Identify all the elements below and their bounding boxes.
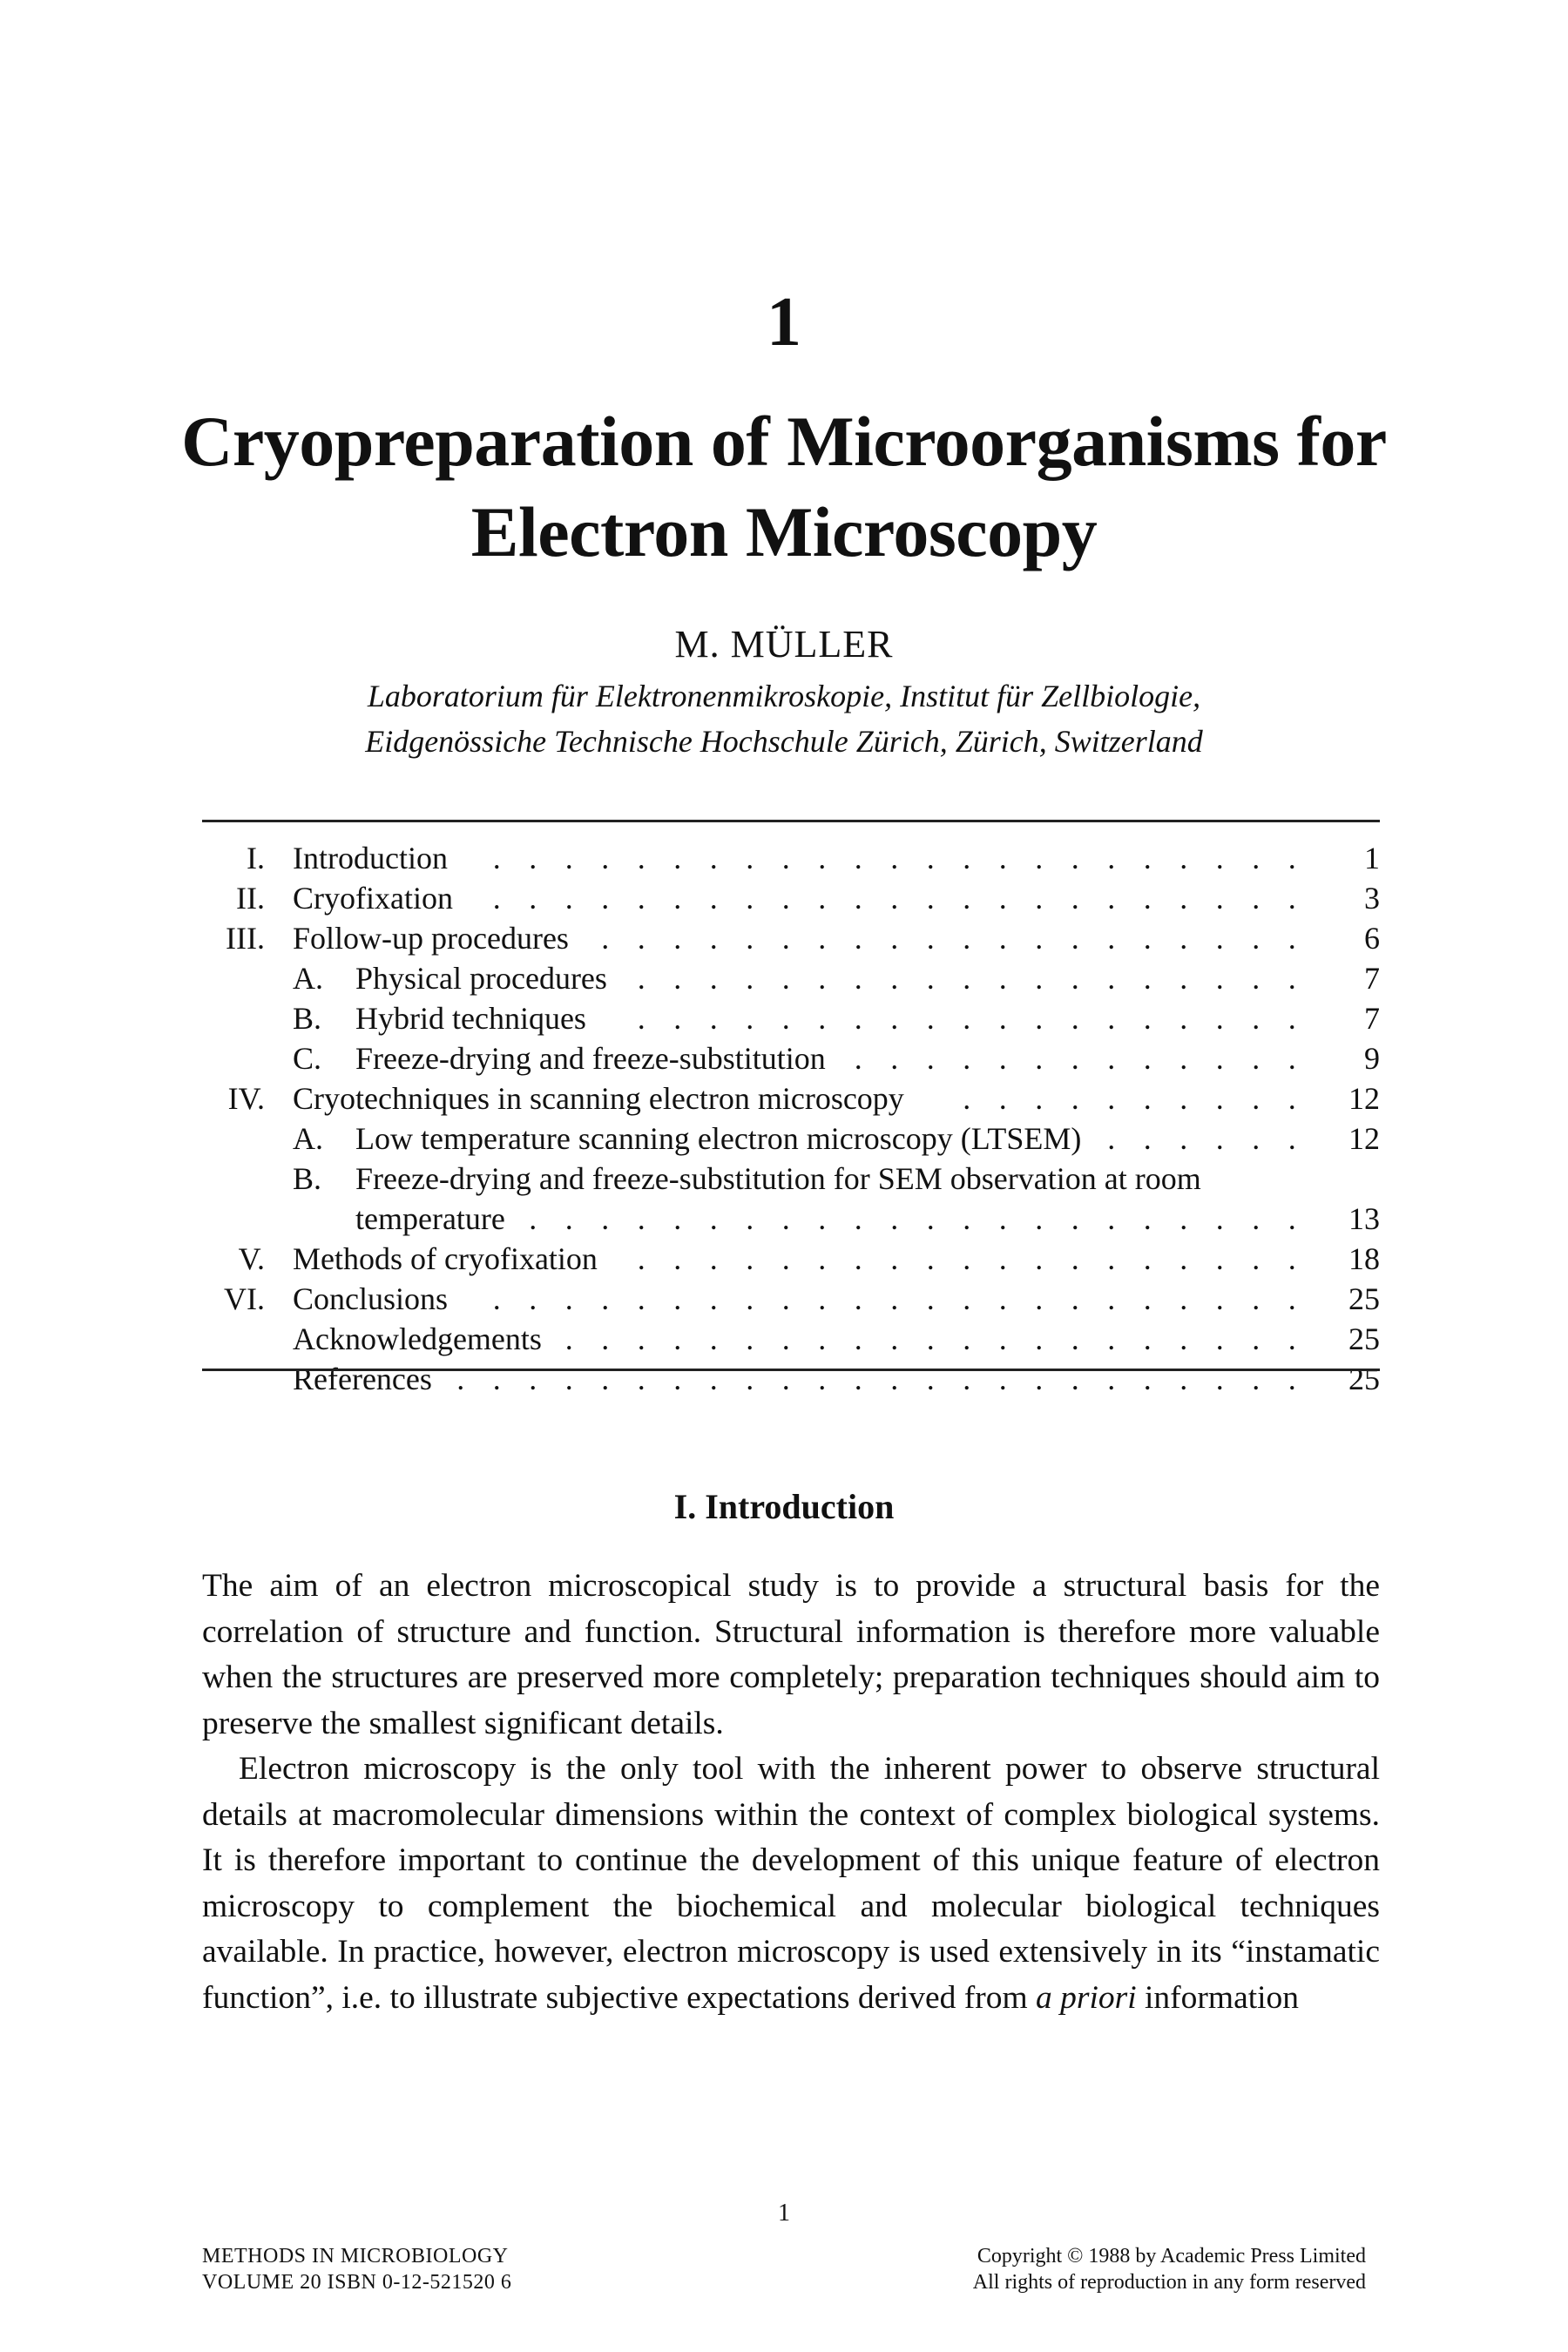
toc-leader: . . . . . . . . . . . . . . . . . . . . . . . bbox=[492, 881, 1296, 916]
toc-leader: . . . . . . . . . . . . . . . . . . . . . . . bbox=[492, 1281, 1296, 1316]
toc-entry[interactable] bbox=[202, 1319, 1380, 1359]
toc-top-rule bbox=[202, 820, 1380, 822]
author-name: M. MÜLLER bbox=[674, 623, 894, 666]
toc-entry[interactable] bbox=[202, 838, 1380, 878]
toc-leader: . . . . . . . . . . bbox=[963, 1081, 1296, 1116]
toc-leader: . . . . . . . . . . . . . . . . . . . . . . bbox=[529, 1201, 1296, 1236]
series-info bbox=[202, 2243, 511, 2295]
toc-number: VI. bbox=[224, 1281, 265, 1316]
toc-entry[interactable] bbox=[202, 1159, 1380, 1199]
toc-page: 12 bbox=[1348, 1081, 1380, 1116]
toc-title: Introduction bbox=[293, 841, 448, 875]
author-affiliation bbox=[174, 673, 1394, 764]
table-of-contents bbox=[202, 838, 1380, 1399]
toc-entry[interactable] bbox=[202, 1199, 1380, 1239]
toc-number: III. bbox=[226, 921, 265, 956]
toc-entry[interactable] bbox=[202, 918, 1380, 958]
toc-leader: . . . . . . . . . . . . . . . . . . . . bbox=[601, 921, 1296, 956]
toc-leader: . . . . . . . . . . . . . bbox=[854, 1041, 1296, 1076]
toc-page: 6 bbox=[1364, 921, 1380, 956]
toc-page: 12 bbox=[1348, 1121, 1380, 1156]
toc-title: Hybrid techniques bbox=[355, 1001, 586, 1036]
toc-sub-letter: B. bbox=[293, 1001, 322, 1036]
toc-sub-letter: B. bbox=[293, 1161, 322, 1196]
toc-leader: . . . . . . bbox=[1107, 1121, 1296, 1156]
paragraph-1: The aim of an electron microscopical study is to provide a structural basis for the correlation of structure and function. Structural information is therefore more valuable when the structures are preserved more completely; preparation techniques should aim to preserve the smallest significant details. bbox=[202, 1568, 1380, 1741]
toc-entry[interactable] bbox=[202, 1078, 1380, 1119]
paragraph-2-italic: a priori bbox=[1035, 1979, 1137, 2016]
toc-leader: . . . . . . . . . . . . . . . . . . . . . . . . bbox=[456, 1362, 1296, 1396]
toc-page: 7 bbox=[1364, 961, 1380, 996]
toc-leader: . . . . . . . . . . . . . . . . . . . bbox=[637, 1241, 1296, 1276]
chapter-title bbox=[174, 396, 1394, 578]
chapter-title-line-2: Electron Microscopy bbox=[470, 492, 1098, 571]
toc-page: 25 bbox=[1348, 1321, 1380, 1356]
paragraph-2-text: Electron microscopy is the only tool with the inherent power to observe structural details at macromolecular dimensions within the context of complex biological systems. It is therefore important to continue the development of this unique feature of electron microscopy to complement the biochemical and molecular biological techniques available. In practice, however, electron microscopy is used extensively in its “instamatic function”, i.e. to illustrate subjective expectations derived from bbox=[202, 1751, 1380, 2016]
toc-bottom-rule bbox=[202, 1369, 1380, 1371]
toc-title: References bbox=[293, 1362, 432, 1396]
toc-page: 25 bbox=[1348, 1281, 1380, 1316]
toc-page: 9 bbox=[1364, 1041, 1380, 1076]
toc-number: V. bbox=[238, 1241, 265, 1276]
copyright-line: Copyright © 1988 by Academic Press Limited bbox=[977, 2245, 1366, 2268]
toc-entry[interactable] bbox=[202, 878, 1380, 918]
affiliation-line-1: Laboratorium für Elektronenmikroskopie, Institut für Zellbiologie, bbox=[367, 679, 1201, 713]
toc-entry[interactable] bbox=[202, 998, 1380, 1038]
toc-title: Freeze-drying and freeze-substitution bbox=[355, 1041, 826, 1076]
toc-page: 3 bbox=[1364, 881, 1380, 916]
paragraph-2 bbox=[202, 1747, 1380, 2021]
paragraph-2-tail: information bbox=[1136, 1979, 1300, 2016]
chapter-title-line-1: Cryopreparation of Microorganisms for bbox=[181, 402, 1387, 481]
toc-title: temperature bbox=[355, 1201, 505, 1236]
toc-leader: . . . . . . . . . . . . . . . . . . . . . bbox=[564, 1321, 1296, 1356]
toc-sub-letter: C. bbox=[293, 1041, 322, 1076]
toc-leader: . . . . . . . . . . . . . . . . . . . . . . . bbox=[492, 841, 1296, 875]
toc-sub-letter: A. bbox=[293, 1121, 323, 1156]
chapter-number: 1 bbox=[767, 284, 801, 361]
toc-entry[interactable] bbox=[202, 958, 1380, 998]
toc-entry[interactable] bbox=[202, 1279, 1380, 1319]
toc-page: 18 bbox=[1348, 1241, 1380, 1276]
toc-leader: . . . . . . . . . . . . . . . . . . . bbox=[637, 961, 1296, 996]
series-name: METHODS IN MICROBIOLOGY bbox=[202, 2245, 509, 2268]
toc-number: I. bbox=[247, 841, 265, 875]
toc-title: Physical procedures bbox=[355, 961, 607, 996]
toc-title: Cryofixation bbox=[293, 881, 453, 916]
toc-entry[interactable] bbox=[202, 1239, 1380, 1279]
body-text bbox=[202, 1564, 1380, 2021]
affiliation-line-2: Eidgenössiche Technische Hochschule Zürich, Zürich, Switzerland bbox=[365, 724, 1203, 759]
toc-entry[interactable] bbox=[202, 1119, 1380, 1159]
rights-line: All rights of reproduction in any form reserved bbox=[972, 2271, 1366, 2294]
page-number: 1 bbox=[778, 2200, 790, 2227]
toc-page: 13 bbox=[1348, 1201, 1380, 1236]
toc-page: 7 bbox=[1364, 1001, 1380, 1036]
toc-title: Low temperature scanning electron microscopy (LTSEM) bbox=[355, 1121, 1082, 1156]
toc-number: IV. bbox=[227, 1081, 265, 1116]
volume-isbn: VOLUME 20 ISBN 0-12-521520 6 bbox=[202, 2271, 512, 2294]
toc-title: Freeze-drying and freeze-substitution for SEM observation at room bbox=[355, 1161, 1201, 1196]
toc-number: II. bbox=[236, 881, 265, 916]
toc-title: Acknowledgements bbox=[293, 1321, 542, 1356]
section-heading: I. Introduction bbox=[673, 1487, 895, 1526]
toc-title: Cryotechniques in scanning electron microscopy bbox=[293, 1081, 904, 1116]
toc-title: Conclusions bbox=[293, 1281, 449, 1316]
toc-sub-letter: A. bbox=[293, 961, 323, 996]
toc-entry[interactable] bbox=[202, 1038, 1380, 1078]
toc-page: 25 bbox=[1348, 1362, 1380, 1396]
toc-leader: . . . . . . . . . . . . . . . . . . . bbox=[637, 1001, 1296, 1036]
toc-title: Methods of cryofixation bbox=[293, 1241, 598, 1276]
toc-title: Follow-up procedures bbox=[293, 921, 569, 956]
toc-page: 1 bbox=[1364, 841, 1380, 875]
copyright-info bbox=[973, 2243, 1366, 2295]
toc-entry[interactable] bbox=[202, 1359, 1380, 1399]
